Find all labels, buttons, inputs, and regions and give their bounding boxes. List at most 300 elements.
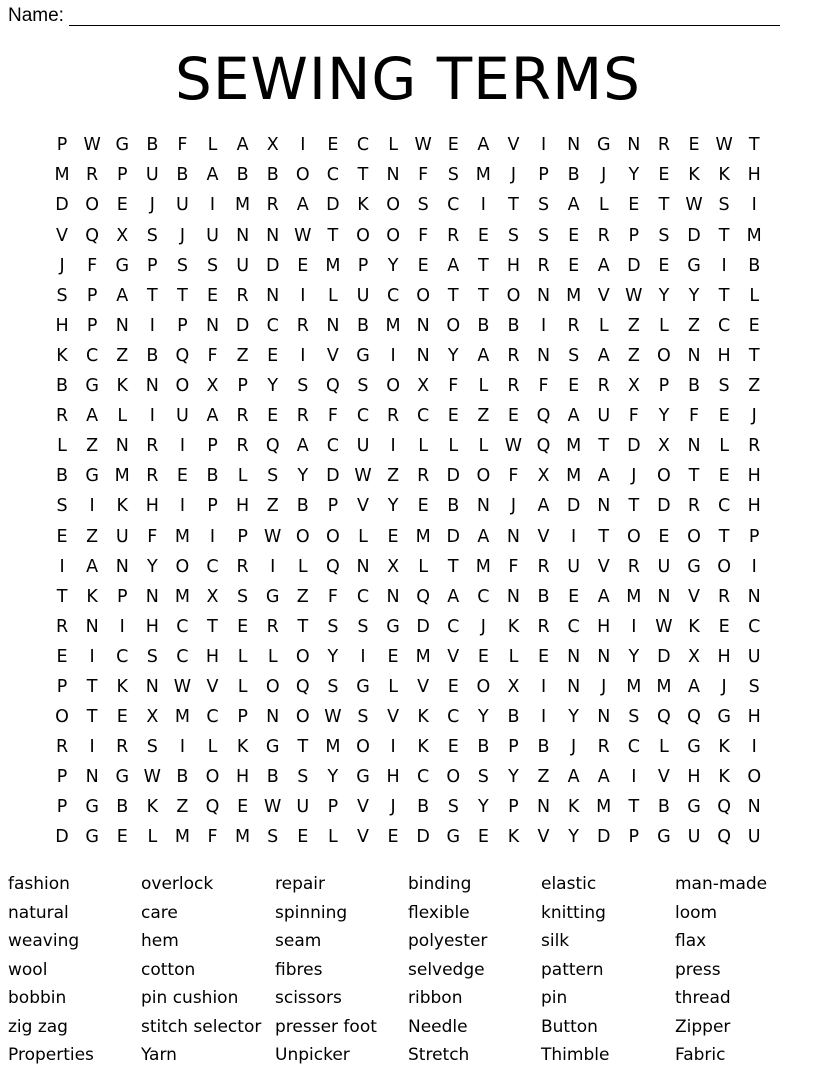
grid-letter: T <box>297 737 309 758</box>
grid-letter: E <box>568 225 580 246</box>
grid-letter: R <box>417 466 430 487</box>
grid-letter: U <box>747 827 761 848</box>
grid-letter: Z <box>627 345 640 366</box>
grid-letter: I <box>300 285 306 306</box>
word-list-item: pin cushion <box>141 988 239 1008</box>
grid-letter: Y <box>658 285 670 306</box>
grid-letter: A <box>567 406 580 427</box>
grid-letter: E <box>658 165 670 186</box>
grid-letter: T <box>748 135 760 156</box>
grid-letter: H <box>747 466 761 487</box>
grid-letter: P <box>56 676 68 697</box>
grid-letter: C <box>386 285 400 306</box>
grid-letter: U <box>145 165 159 186</box>
grid-letter: R <box>657 135 670 156</box>
grid-letter: T <box>718 225 730 246</box>
word-list-item: scissors <box>275 988 342 1008</box>
grid-letter: N <box>657 586 671 607</box>
grid-letter: J <box>390 797 396 818</box>
grid-letter: W <box>685 195 703 216</box>
grid-letter: Y <box>297 466 309 487</box>
grid-letter: D <box>326 195 340 216</box>
grid-letter: R <box>567 315 580 336</box>
grid-letter: W <box>324 707 342 728</box>
grid-letter: R <box>537 255 550 276</box>
grid-letter: S <box>507 225 519 246</box>
word-list-item: fibres <box>275 959 323 980</box>
grid-letter: E <box>658 526 670 547</box>
grid-letter: Q <box>717 797 731 818</box>
grid-letter: A <box>537 496 550 517</box>
grid-letter: O <box>717 556 731 577</box>
grid-letter: I <box>540 707 547 728</box>
grid-letter: M <box>174 707 190 728</box>
grid-letter: V <box>356 827 369 848</box>
grid-letter: E <box>688 135 700 156</box>
grid-letter: D <box>596 827 611 848</box>
grid-letter: D <box>55 195 69 216</box>
grid-letter: R <box>236 285 249 306</box>
grid-letter: V <box>56 225 69 246</box>
grid-letter: S <box>748 676 760 697</box>
grid-letter: W <box>173 676 192 697</box>
grid-letter: Q <box>265 436 280 457</box>
grid-letter: R <box>537 616 550 637</box>
grid-letter: R <box>687 496 701 517</box>
grid-letter: G <box>115 255 130 276</box>
word-list-item: flax <box>675 931 707 951</box>
grid-letter: W <box>83 135 101 156</box>
grid-letter: V <box>447 646 460 667</box>
grid-letter: A <box>597 255 610 276</box>
grid-letter: N <box>506 586 520 607</box>
grid-letter: S <box>447 165 459 186</box>
word-list-item: care <box>141 902 178 923</box>
grid-letter: B <box>567 165 580 186</box>
grid-letter: E <box>568 376 580 397</box>
grid-letter: O <box>446 767 461 788</box>
grid-letter: B <box>266 165 279 186</box>
grid-letter: K <box>146 797 159 818</box>
grid-letter: L <box>478 436 489 457</box>
grid-letter: N <box>597 707 611 728</box>
grid-letter: K <box>417 737 429 758</box>
grid-letter: A <box>477 135 490 156</box>
grid-letter: W <box>354 466 372 487</box>
grid-letter: F <box>508 556 519 577</box>
grid-letter: I <box>270 556 276 577</box>
grid-letter: M <box>174 586 190 607</box>
grid-letter: R <box>236 406 249 427</box>
grid-letter: C <box>356 135 370 156</box>
grid-letter: Z <box>86 436 99 457</box>
grid-letter: X <box>537 466 550 487</box>
grid-letter: F <box>207 345 218 366</box>
grid-letter: I <box>300 135 306 156</box>
word-list-item: stitch selector <box>141 1016 262 1037</box>
grid-letter: A <box>688 676 700 697</box>
grid-letter: S <box>176 255 188 276</box>
grid-letter: S <box>206 255 219 276</box>
grid-letter: G <box>356 676 370 697</box>
grid-letter: R <box>386 406 400 427</box>
grid-letter: F <box>688 406 700 427</box>
grid-letter: O <box>657 466 671 487</box>
grid-letter: W <box>414 135 432 156</box>
grid-letter: T <box>688 466 700 487</box>
grid-letter: K <box>507 616 520 637</box>
grid-letter: N <box>597 496 611 517</box>
grid-letter: O <box>386 195 400 216</box>
word-list-item: overlock <box>141 874 214 894</box>
grid-letter: C <box>627 737 640 758</box>
word-list-item: bobbin <box>8 988 67 1008</box>
grid-letter: P <box>538 165 549 186</box>
grid-letter: E <box>447 135 459 156</box>
grid-letter: Q <box>326 556 340 577</box>
grid-letter: S <box>267 466 279 487</box>
word-list-item: silk <box>541 931 570 951</box>
grid-letter: N <box>386 586 400 607</box>
grid-letter: R <box>86 165 99 186</box>
grid-letter: D <box>416 616 430 637</box>
grid-letter: R <box>507 345 520 366</box>
grid-letter: M <box>566 466 582 487</box>
grid-letter: B <box>356 315 369 336</box>
grid-letter: K <box>718 767 730 788</box>
grid-letter: Q <box>657 707 671 728</box>
grid-letter: C <box>417 406 430 427</box>
page-title: SEWING TERMS <box>175 45 641 113</box>
word-list-item: press <box>675 959 721 980</box>
grid-letter: N <box>627 135 641 156</box>
grid-letter: F <box>508 466 519 487</box>
grid-letter: A <box>296 436 309 457</box>
grid-letter: A <box>86 556 99 577</box>
grid-letter: H <box>145 496 159 517</box>
grid-letter: R <box>718 586 731 607</box>
grid-letter: U <box>115 526 129 547</box>
grid-letter: P <box>207 436 218 457</box>
grid-letter: I <box>59 556 65 577</box>
grid-letter: L <box>418 556 429 577</box>
grid-letter: L <box>388 676 398 697</box>
grid-letter: L <box>659 737 669 758</box>
grid-letter: J <box>601 165 607 186</box>
grid-letter: I <box>209 195 216 216</box>
grid-letter: Q <box>85 225 100 246</box>
grid-letter: E <box>447 676 459 697</box>
grid-letter: I <box>721 255 727 276</box>
grid-letter: U <box>356 436 370 457</box>
word-list-item: selvedge <box>408 959 485 980</box>
grid-letter: X <box>206 376 219 397</box>
grid-letter: H <box>205 646 220 667</box>
word-list-item: zig zag <box>8 1016 68 1037</box>
grid-letter: P <box>147 255 158 276</box>
grid-letter: N <box>747 586 761 607</box>
grid-letter: M <box>325 737 341 758</box>
grid-letter: R <box>296 315 309 336</box>
grid-letter: P <box>508 737 519 758</box>
grid-letter: G <box>85 466 99 487</box>
grid-letter: L <box>237 646 248 667</box>
grid-letter: U <box>356 285 370 306</box>
grid-letter: B <box>507 707 520 728</box>
word-list-item: hem <box>141 931 179 951</box>
grid-letter: P <box>116 586 128 607</box>
grid-letter: S <box>718 376 730 397</box>
word-list-item: presser foot <box>275 1016 377 1037</box>
grid-letter: G <box>687 556 701 577</box>
grid-letter: C <box>717 496 731 517</box>
word-list-item: Properties <box>8 1045 94 1065</box>
grid-letter: O <box>687 526 701 547</box>
grid-letter: L <box>207 135 218 156</box>
grid-letter: R <box>507 376 520 397</box>
grid-letter: Y <box>508 767 519 788</box>
word-list-item: Button <box>541 1016 598 1037</box>
grid-letter: X <box>688 646 701 667</box>
grid-letter: V <box>597 285 610 306</box>
word-list-item: Fabric <box>675 1045 726 1065</box>
grid-letter: T <box>628 797 640 818</box>
grid-letter: L <box>328 827 338 848</box>
word-list-item: Zipper <box>675 1016 731 1037</box>
grid-letter: B <box>748 255 761 276</box>
grid-letter: C <box>748 616 761 637</box>
grid-letter: I <box>179 737 185 758</box>
grid-letter: L <box>147 827 158 848</box>
grid-letter: E <box>327 135 339 156</box>
grid-letter: L <box>267 646 278 667</box>
grid-letter: Y <box>387 496 399 517</box>
grid-letter: H <box>747 165 761 186</box>
grid-letter: M <box>746 225 762 246</box>
word-list-item: weaving <box>8 931 80 951</box>
word-list-item: polyester <box>408 931 488 951</box>
grid-letter: E <box>658 255 670 276</box>
grid-letter: B <box>477 315 490 336</box>
grid-letter: C <box>356 586 370 607</box>
grid-letter: M <box>656 676 672 697</box>
grid-letter: Y <box>146 556 158 577</box>
grid-letter: A <box>477 526 490 547</box>
word-list-item: cotton <box>141 959 196 980</box>
grid-letter: U <box>747 646 761 667</box>
grid-letter: C <box>86 345 99 366</box>
grid-letter: K <box>116 376 128 397</box>
grid-letter: O <box>657 345 671 366</box>
grid-letter: I <box>540 135 547 156</box>
grid-letter: Y <box>267 376 279 397</box>
grid-letter: C <box>417 767 430 788</box>
grid-letter: E <box>387 526 399 547</box>
grid-letter: A <box>116 285 129 306</box>
grid-letter: O <box>356 737 370 758</box>
grid-letter: Q <box>416 586 431 607</box>
grid-letter: E <box>447 737 459 758</box>
grid-letter: P <box>86 315 98 336</box>
grid-letter: B <box>146 345 159 366</box>
grid-letter: D <box>687 225 701 246</box>
grid-letter: H <box>717 646 731 667</box>
grid-letter: N <box>145 586 159 607</box>
grid-letter: Z <box>477 406 490 427</box>
grid-letter: N <box>115 315 129 336</box>
word-list-item: pattern <box>541 959 604 980</box>
grid-letter: D <box>657 646 671 667</box>
grid-letter: Q <box>326 376 340 397</box>
grid-letter: Y <box>568 707 579 728</box>
grid-letter: M <box>566 285 582 306</box>
grid-letter: D <box>265 255 280 276</box>
grid-letter: N <box>326 315 340 336</box>
grid-letter: E <box>297 255 309 276</box>
grid-letter: S <box>146 225 158 246</box>
grid-letter: E <box>748 315 760 336</box>
word-list-item: loom <box>675 902 718 923</box>
grid-letter: A <box>567 767 580 788</box>
grid-letter: O <box>295 526 310 547</box>
grid-letter: B <box>266 767 279 788</box>
grid-letter: G <box>717 707 731 728</box>
grid-letter: E <box>116 707 128 728</box>
grid-letter: B <box>176 165 189 186</box>
grid-letter: L <box>117 406 128 427</box>
grid-letter: M <box>385 315 401 336</box>
grid-letter: B <box>56 466 69 487</box>
grid-letter: T <box>86 707 98 728</box>
grid-letter: U <box>657 556 671 577</box>
grid-letter: Q <box>536 436 551 457</box>
grid-letter: C <box>266 315 279 336</box>
grid-letter: O <box>446 315 461 336</box>
grid-letter: V <box>507 135 520 156</box>
grid-letter: P <box>508 797 519 818</box>
grid-letter: E <box>477 646 489 667</box>
grid-letter: K <box>718 737 730 758</box>
word-list-item: ribbon <box>408 988 463 1008</box>
grid-letter: B <box>56 376 69 397</box>
word-list-item: seam <box>275 931 322 951</box>
grid-letter: V <box>326 345 339 366</box>
grid-letter: O <box>476 676 491 697</box>
letter-grid <box>47 131 771 851</box>
grid-letter: P <box>56 797 68 818</box>
grid-letter: F <box>327 406 338 427</box>
grid-letter: H <box>747 496 761 517</box>
grid-letter: S <box>146 737 158 758</box>
name-label: Name: <box>8 5 64 26</box>
grid-letter: O <box>205 767 220 788</box>
grid-letter: S <box>447 797 459 818</box>
grid-letter: S <box>658 225 670 246</box>
grid-letter: E <box>56 646 68 667</box>
grid-letter: I <box>571 526 577 547</box>
grid-letter: L <box>478 376 489 397</box>
grid-letter: J <box>59 255 65 276</box>
grid-letter: O <box>175 556 190 577</box>
grid-letter: T <box>748 345 760 366</box>
grid-letter: P <box>56 767 68 788</box>
grid-letter: C <box>447 195 460 216</box>
grid-letter: M <box>626 586 642 607</box>
grid-letter: I <box>89 646 95 667</box>
grid-letter: D <box>446 526 460 547</box>
grid-letter: O <box>175 376 190 397</box>
grid-letter: R <box>266 195 279 216</box>
grid-letter: S <box>477 767 489 788</box>
grid-letter: L <box>508 646 519 667</box>
word-list-item: spinning <box>275 902 348 923</box>
grid-letter: E <box>237 616 249 637</box>
grid-letter: W <box>715 135 733 156</box>
grid-letter: V <box>417 676 430 697</box>
grid-letter: A <box>597 466 610 487</box>
grid-letter: M <box>325 255 341 276</box>
grid-letter: N <box>687 345 701 366</box>
grid-letter: K <box>417 707 429 728</box>
grid-letter: A <box>86 406 99 427</box>
grid-letter: Z <box>116 345 129 366</box>
grid-letter: V <box>537 526 550 547</box>
grid-letter: U <box>206 225 219 246</box>
word-list-item: binding <box>408 874 472 894</box>
grid-letter: J <box>510 165 517 186</box>
grid-letter: F <box>177 135 188 156</box>
grid-letter: O <box>55 707 69 728</box>
word-list-item: Yarn <box>141 1045 177 1065</box>
grid-letter: F <box>207 827 218 848</box>
grid-letter: P <box>357 255 369 276</box>
grid-letter: M <box>114 466 130 487</box>
grid-letter: S <box>327 616 339 637</box>
grid-letter: I <box>149 315 155 336</box>
grid-letter: M <box>475 165 491 186</box>
grid-letter: A <box>447 255 460 276</box>
grid-letter: D <box>326 466 340 487</box>
grid-letter: Q <box>536 406 551 427</box>
grid-letter: I <box>631 616 637 637</box>
grid-letter: S <box>327 676 339 697</box>
grid-letter: P <box>207 496 218 517</box>
grid-letter: V <box>356 797 369 818</box>
grid-letter: O <box>416 285 431 306</box>
word-list-item: Thimble <box>541 1045 610 1065</box>
grid-letter: L <box>598 315 609 336</box>
grid-letter: L <box>237 676 248 697</box>
grid-letter: N <box>236 225 250 246</box>
grid-letter: E <box>417 255 429 276</box>
grid-letter: T <box>718 285 730 306</box>
grid-letter: X <box>657 436 670 457</box>
grid-letter: M <box>174 827 190 848</box>
word-list-item: pin <box>541 988 568 1008</box>
grid-letter: F <box>147 526 158 547</box>
grid-letter: D <box>627 255 641 276</box>
grid-letter: F <box>418 165 429 186</box>
grid-letter: Y <box>478 797 489 818</box>
grid-letter: H <box>386 767 400 788</box>
grid-letter: B <box>146 135 159 156</box>
grid-letter: P <box>237 526 248 547</box>
grid-letter: C <box>447 707 460 728</box>
grid-letter: F <box>538 376 549 397</box>
grid-letter: T <box>658 195 670 216</box>
grid-letter: N <box>416 315 430 336</box>
grid-letter: I <box>751 556 757 577</box>
